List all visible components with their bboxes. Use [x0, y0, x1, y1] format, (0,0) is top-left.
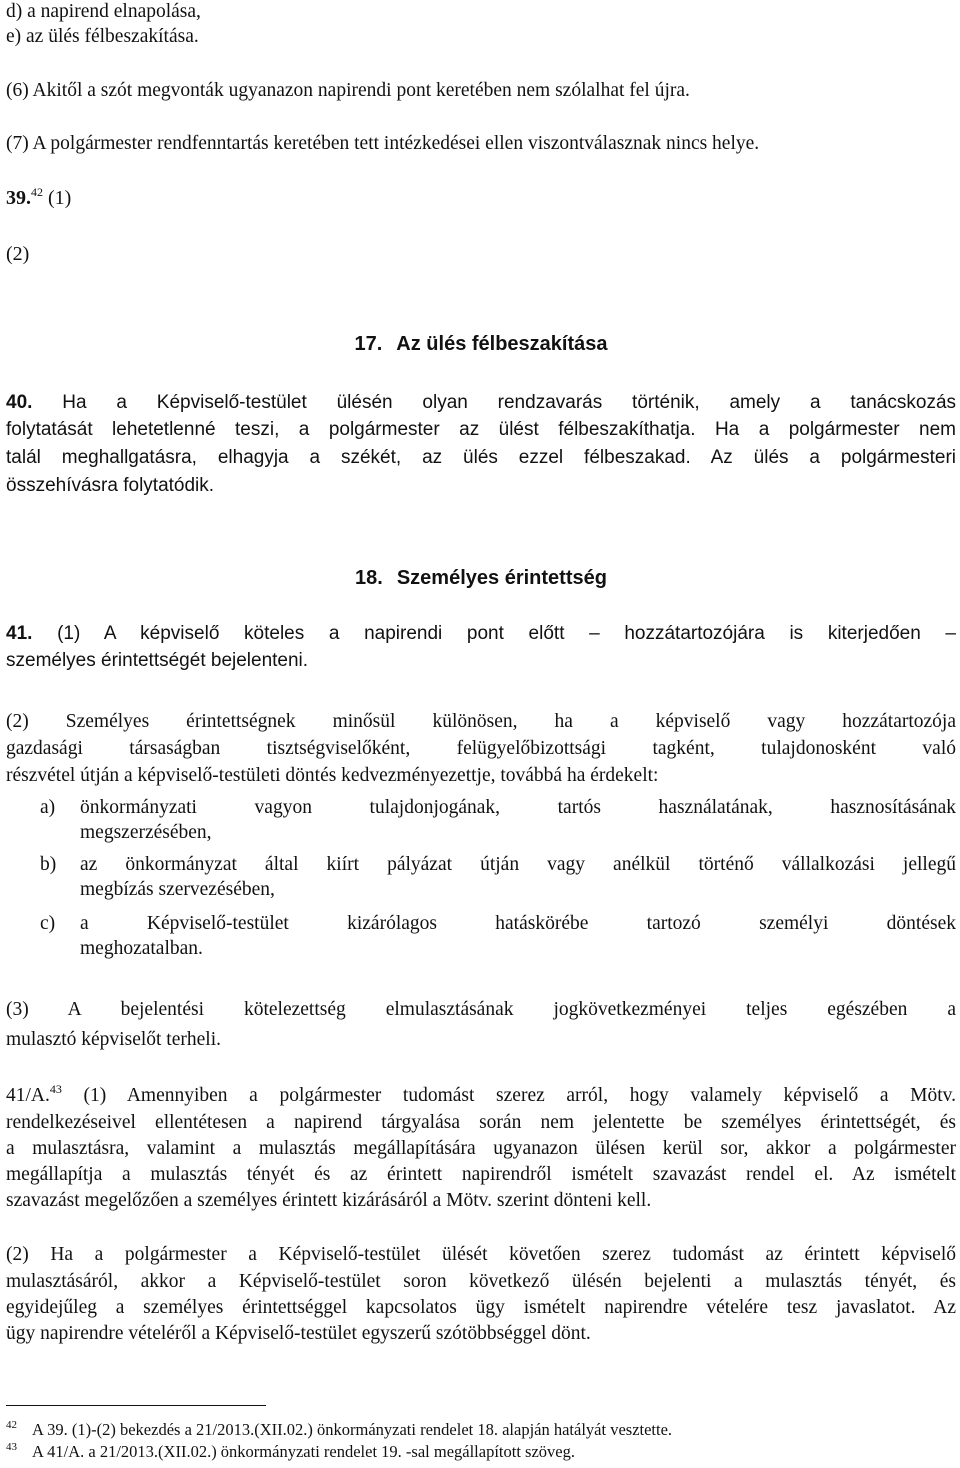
- section-41-2-line-2: gazdasági társaságban tisztségviselőként, felügyelőbizottsági tagként, tulajdonosként való: [6, 738, 956, 759]
- heading-18-number: 18.: [355, 567, 383, 589]
- section-39-para-1: (1): [48, 187, 72, 209]
- section-41-2-line-3: részvétel útján a képviselő-testületi döntés kedvezményezettje, továbbá ha érdekelt:: [6, 765, 659, 786]
- section-40-line-4: összehívásra folytatódik.: [6, 475, 215, 496]
- heading-17-title: Az ülés félbeszakítása: [396, 333, 608, 355]
- section-41A-line-2: rendelkezéseivel ellentétesen a napirend tárgyalása során nem jelentette be személyes érintettségét, és: [6, 1112, 956, 1133]
- footnote-ref-43[interactable]: 43: [49, 1082, 62, 1096]
- section-39-number: 39.: [6, 187, 31, 209]
- heading-17: [6, 332, 956, 356]
- list-item-e: e) az ülés félbeszakítása.: [6, 26, 199, 47]
- footnote-divider: [6, 1405, 266, 1406]
- list-item-a-label: a): [40, 797, 56, 818]
- section-40-line-2: folytatását lehetetlenné teszi, a polgármester az ülést félbeszakíthatja. Ha a polgármester nem: [6, 419, 956, 440]
- section-39: [6, 186, 71, 210]
- section-41-number: 41.: [6, 623, 33, 644]
- section-41-line-1: 41. (1) A képviselő köteles a napirendi pont előtt – hozzátartozójára is kiterjedően –: [6, 623, 956, 644]
- section-41A-2-line-2: mulasztásáról, akkor a Képviselő-testület soron következő ülésén bejelenti a mulasztás tényét, és: [6, 1271, 956, 1292]
- section-41-2-line-1: (2) Személyes érintettségnek minősül különösen, ha a képviselő vagy hozzátartozója: [6, 711, 956, 732]
- section-40-line-3: talál meghallgatásra, elhagyja a székét, az ülés ezzel félbeszakad. Az ülés a polgármesteri: [6, 447, 956, 468]
- footnote-43-text: A 41/A. a 21/2013.(XII.02.) önkormányzati rendelet 19. -sal megállapított szöveg.: [32, 1442, 575, 1461]
- section-41-3-line-2: mulasztó képviselőt terheli.: [6, 1029, 221, 1050]
- paragraph-7: (7) A polgármester rendfenntartás keretében tett intézkedései ellen viszontválasznak nincs helye.: [6, 133, 760, 154]
- list-item-b-label: b): [40, 854, 57, 875]
- section-41-3-line-1: (3) A bejelentési kötelezettség elmulasztásának jogkövetkezményei teljes egészében a: [6, 999, 956, 1020]
- footnote-42-text: A 39. (1)-(2) bekezdés a 21/2013.(XII.02.) önkormányzati rendelet 18. alapján hatályát vesztette.: [32, 1420, 673, 1439]
- section-40-number: 40.: [6, 392, 33, 413]
- paragraph-6: (6) Akitől a szót megvonták ugyanazon napirendi pont keretében nem szólalhat fel újra.: [6, 80, 690, 101]
- heading-17-number: 17.: [354, 333, 383, 355]
- section-41A-2-line-1: (2) Ha a polgármester a Képviselő-testület ülését követően szerez tudomást az érintett képviselő: [6, 1244, 956, 1265]
- section-39-para-2: (2): [6, 243, 30, 265]
- footnote-43: $^{43}$ A 41/A. a 21/2013.(XII.02.) önkormányzati rendelet 19. -sal megállapított szöveg.: [6, 1441, 575, 1461]
- heading-18: [6, 566, 956, 590]
- list-item-c-label: c): [40, 913, 56, 934]
- list-item-d: d) a napirend elnapolása,: [6, 1, 201, 22]
- section-41A-line-3: a mulasztásra, valamint a mulasztás megállapítására ugyanazon ülésen kerül sor, akkor a polgármester: [6, 1138, 956, 1159]
- section-41A-line-1: 41/A.$^{43}$ (1) Amennyiben a polgármester tudomást szerez arról, hogy valamely képviselő a Mötv.: [6, 1082, 956, 1106]
- section-41A-number: 41/A.: [6, 1085, 50, 1106]
- section-41A-line-4: megállapítja a mulasztás tényét és az érintett napirendről ismételt szavazást rendel el. Az ismételt: [6, 1164, 956, 1185]
- section-40-line-1: 40. Ha a Képviselő-testület ülésén olyan rendzavarás történik, amely a tanácskozás: [6, 392, 957, 413]
- section-41-line-2: személyes érintettségét bejelenteni.: [6, 650, 309, 671]
- section-41A-2-line-4: ügy napirendre vételéről a Képviselő-testület egyszerű szótöbbséggel dönt.: [6, 1323, 591, 1344]
- heading-18-title: Személyes érintettség: [396, 567, 607, 589]
- footnote-42: $^{42}$ A 39. (1)-(2) bekezdés a 21/2013.(XII.02.) önkormányzati rendelet 18. alapján hatályát vesztette.: [6, 1419, 673, 1439]
- section-41A-2-line-3: egyidejűleg a személyes érintettséggel kapcsolatos ügy ismételt napirendre vételére tesz javaslatot. Az: [6, 1297, 956, 1318]
- footnote-ref-42[interactable]: 42: [31, 185, 43, 199]
- section-41A-line-5: szavazást megelőzően a személyes érintett kizárásáról a Mötv. szerint dönteni kell.: [6, 1190, 652, 1211]
